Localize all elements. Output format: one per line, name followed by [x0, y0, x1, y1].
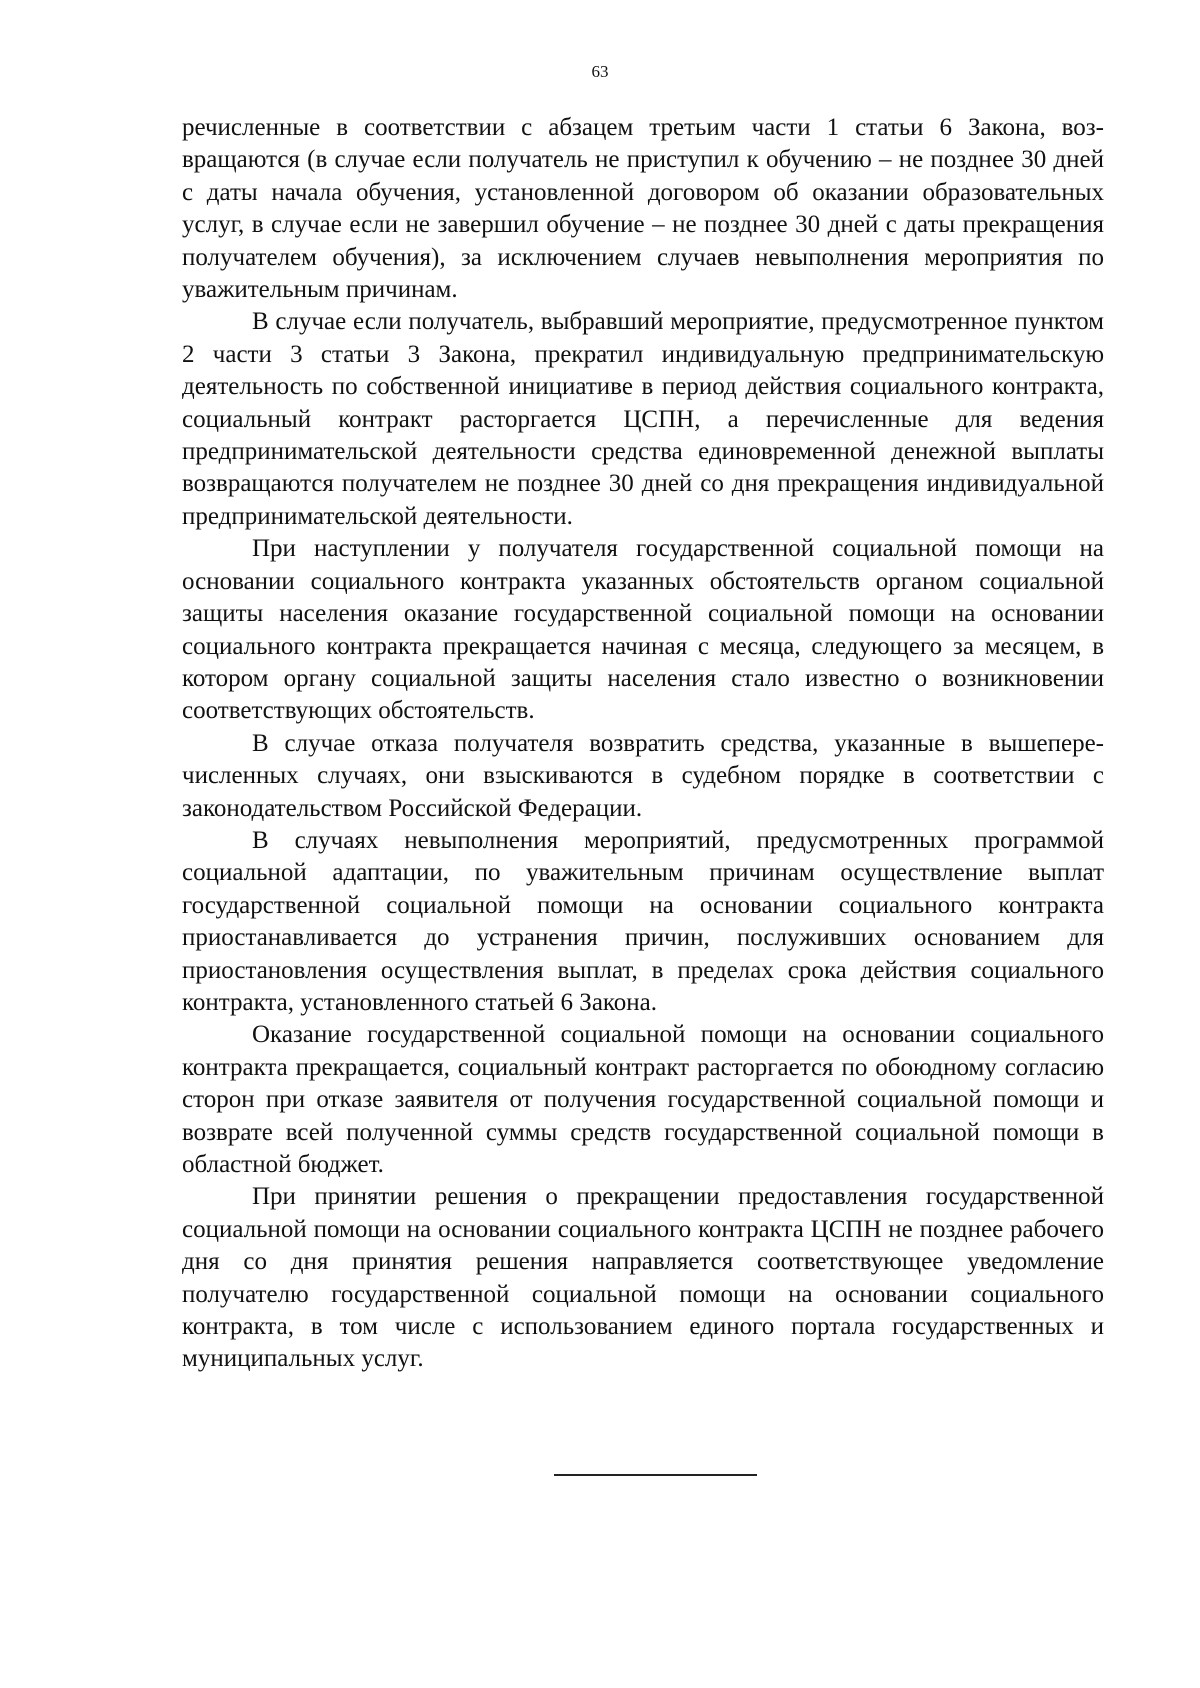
- paragraph-continued: речисленные в соответствии с абзацем третьим части 1 статьи 6 Закона, возвращаются (в случае если получатель не приступил к обучению – не позднее 30 дней с даты начала обучения, установленной договором об оказании образовательных услуг, в случае если не завершил обучение – не позднее 30 дней с даты прекращения получателем обучения), за исключением случаев невыполнения мероприятия по уважительным причинам.: [182, 114, 1104, 304]
- paragraph: При наступлении у получателя государственной социальной помощи на основании социального контракта указанных обстоятельств органом социальной защиты населения оказание государственной социальной помощи на основании социального контракта прекращается начиная с месяца, следующего за месяцем, в котором органу социальной защиты населения стало известно о возникновении соответствующих обстоятельств.: [182, 535, 1104, 725]
- paragraph: Оказание государственной социальной помощи на основании социального контракта прекращается, социальный контракт расторгается по обоюдному согласию сторон при отказе заявителя от получения государственной социальной помощи и возврате всей полученной суммы средств государственной социальной помощи в областной бюджет.: [182, 1021, 1104, 1178]
- paragraph: При принятии решения о прекращении предоставления государственной социальной помощи на основании социального контракта ЦСПН не позднее рабочего дня со дня принятия решения направляется соответствующее уведомление получателю государственной социальной помощи на основании социального контракта, в том числе с использованием единого портала государственных и муниципальных услуг.: [182, 1183, 1104, 1373]
- document-body: [182, 112, 1104, 1376]
- paragraph: В случае если получатель, выбравший мероприятие, предусмотренное пунктом 2 части 3 статьи 3 Закона, прекратил индивидуальную предпринимательскую деятельность по собственной инициативе в период действия социального контракта, социальный контракт расторгается ЦСПН, а перечисленные для ведения предпринимательской деятельности средства единовременной денежной выплаты возвращаются получателем не позднее 30 дней со дня прекращения индивидуальной предпринимательской деятельности.: [182, 308, 1104, 530]
- page-number: 63: [591, 62, 609, 81]
- paragraph: В случаях невыполнения мероприятий, предусмотренных программой социальной адаптации, по уважительным причинам осуществление выплат государственной социальной помощи на основании социального контракта приостанавливается до устранения причин, послуживших основанием для приостановления осуществления выплат, в пределах срока действия социального контракта, установленного статьей 6 Закона.: [182, 826, 1104, 1016]
- paragraph: В случае отказа получателя возвратить средства, указанные в вышеперечисленных случаях, они взыскиваются в судебном порядке в соответствии с законодательством Российской Федерации.: [182, 729, 1104, 822]
- end-divider-line: [554, 1474, 757, 1476]
